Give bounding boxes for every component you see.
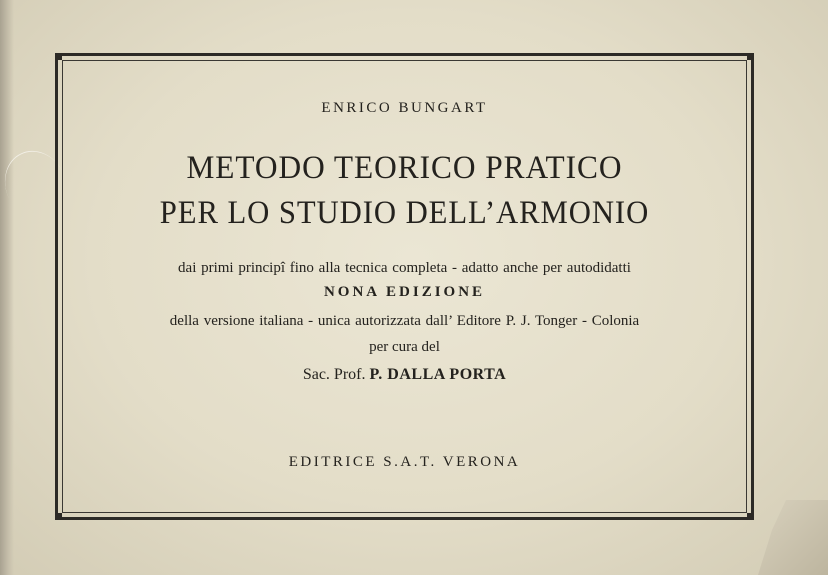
- editor-credit: [62, 366, 747, 384]
- version-note: della versione italiana - unica autorizzata dall’ Editore P. J. Tonger - Colonia: [169, 313, 640, 329]
- frame-corner: [55, 53, 62, 60]
- editor-name: P. DALLA PORTA: [369, 366, 507, 383]
- subtitle: dai primi principî fino alla tecnica completa - adatto anche per autodidatti: [178, 260, 631, 276]
- editor-prefix: Sac. Prof.: [302, 366, 366, 383]
- publisher-name: EDITRICE S.A.T. VERONA: [288, 454, 521, 470]
- frame-corner: [55, 513, 62, 520]
- title-line-2: PER LO STUDIO DELL’ARMONIO: [159, 195, 650, 231]
- frame-corner: [747, 513, 754, 520]
- binding-edge: [0, 0, 14, 575]
- curated-by-label: per cura del: [369, 339, 440, 355]
- title-line-1: METODO TEORICO PRATICO: [186, 150, 623, 186]
- edition-label: NONA EDIZIONE: [323, 284, 486, 300]
- author-name: ENRICO BUNGART: [321, 100, 488, 116]
- frame-corner: [747, 53, 754, 60]
